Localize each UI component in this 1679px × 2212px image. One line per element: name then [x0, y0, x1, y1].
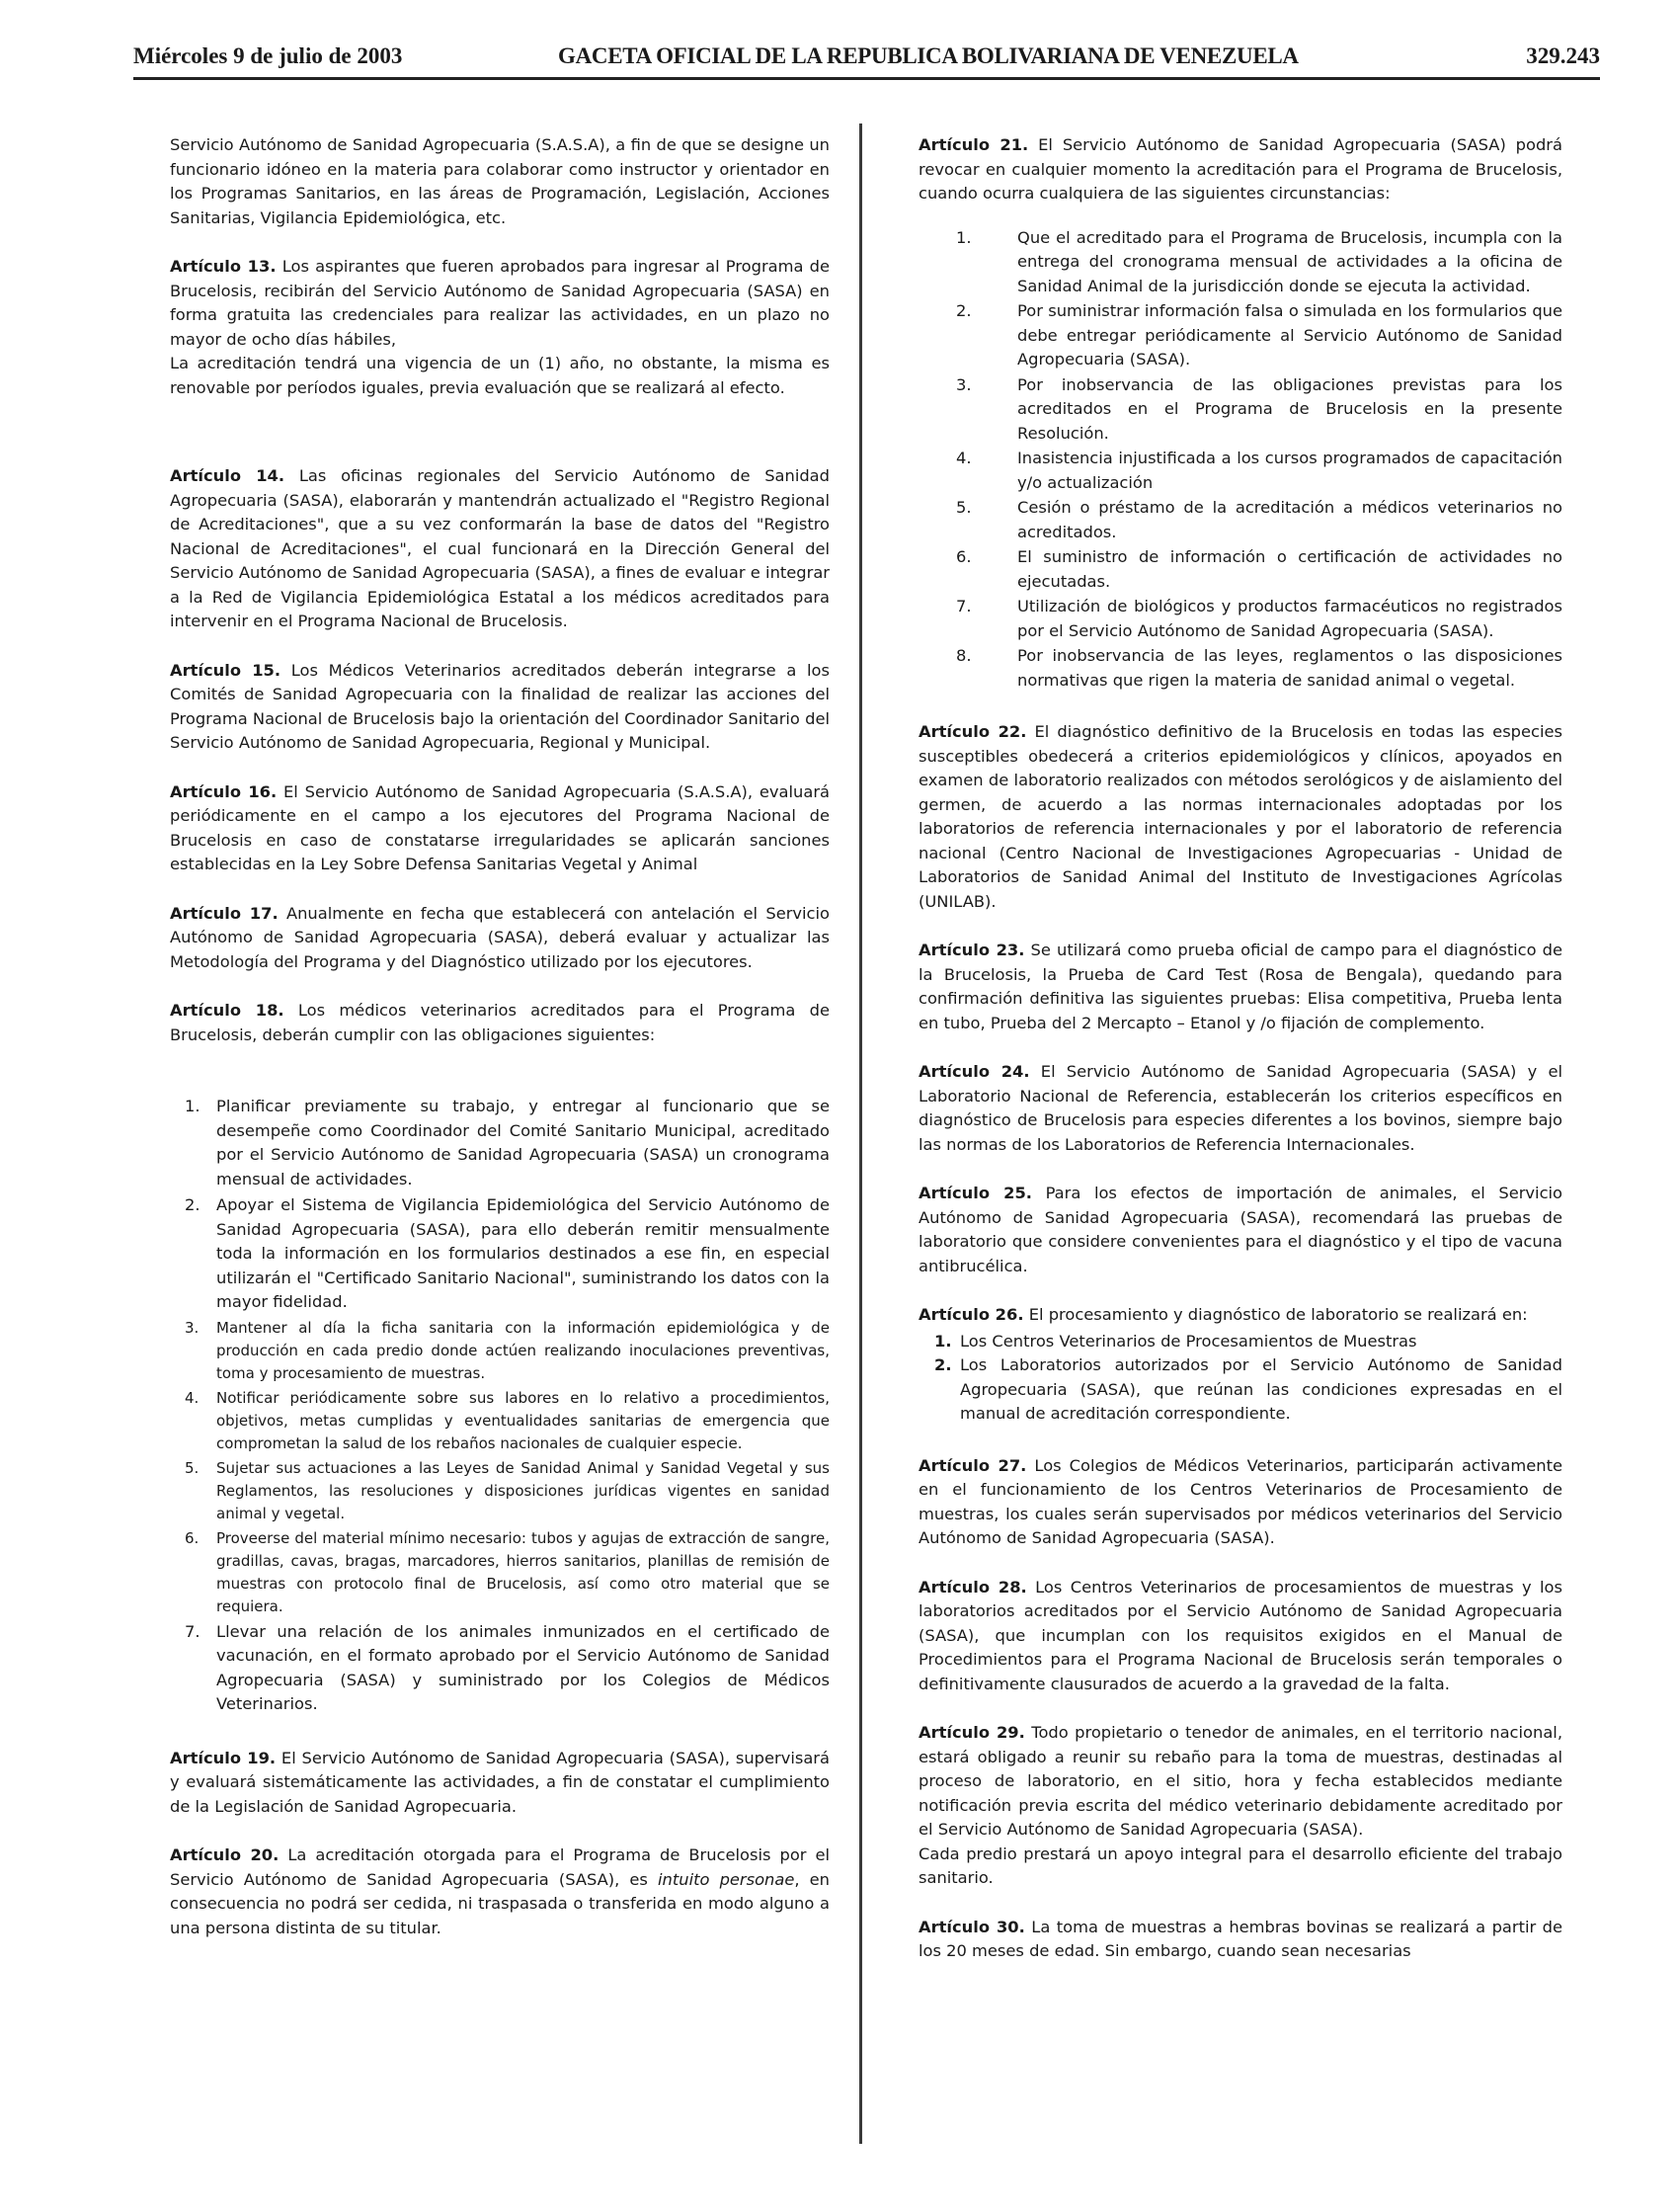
article-21-label: Artículo 21.	[919, 135, 1029, 154]
article-13-label: Artículo 13.	[170, 257, 277, 276]
article-27-text: Los Colegios de Médicos Veterinarios, participarán activamente en el funcionamiento de los Centros Veterinarios de Procesamiento de muestras, los cuales serán supervisados por médicos veterinarios del Servicio Autónomo de Sanidad Agropecuaria (SASA).	[919, 1455, 1562, 1547]
article-23-label: Artículo 23.	[919, 941, 1025, 959]
article-15	[170, 659, 830, 756]
article-20-text-end: , en consecuencia no podrá ser cedida, ni traspasada o transferida en modo alguno a una persona distinta de su titular.	[170, 1869, 831, 1937]
list-item: 1. Planificar previamente su trabajo, y entregar al funcionario que se desempeñe como Coordinador del Comité Sanitario Municipal, acreditado por el Servicio Autónomo de Sanidad Agropecuaria (SASA) un cronograma mensual de actividades.	[185, 1097, 830, 1188]
article-23-text: Se utilizará como prueba oficial de campo para el diagnóstico de la Brucelosis, la Prueba de Card Test (Rosa de Bengala), quedando para confirmación definitiva las siguientes pruebas: Elisa competitiva, Prueba lenta en tubo, Prueba del 2 Mercapto – Etanol y /o fijación de complemento.	[919, 941, 1562, 1032]
article-20-latin-term: intuito personae	[658, 1869, 795, 1889]
article-24-label: Artículo 24.	[919, 1062, 1030, 1081]
article-19	[170, 1747, 830, 1820]
article-28-label: Artículo 28.	[919, 1577, 1027, 1597]
article-22-text: El diagnóstico definitivo de la Brucelosis en todas las especies susceptibles obedecerá a criterios epidemiológicos y clínicos, apoyados en examen de laboratorio realizados con métodos serológicos y de aislamiento del germen, de acuerdo a las normas internacionales adoptadas por los laboratorios de referencia internacionales y por el laboratorio de referencia nacional (Centro Nacional de Investigaciones Agropecuarias - Unidad de Laboratorios de Sanidad Animal del Instituto de Investigaciones Agrícolas (UNILAB).	[919, 722, 1562, 911]
article-21-list	[919, 226, 1562, 694]
list-item: 5. Sujetar sus actuaciones a las Leyes de Sanidad Animal y Sanidad Vegetal y sus Reglamentos, las resoluciones y disposiciones jurídicas vigentes en sanidad animal y vegetal.	[185, 1458, 830, 1522]
list-item: 8. Por inobservancia de las leyes, reglamentos o las disposiciones normativas que rigen la materia de sanidad animal o vegetal.	[956, 646, 1562, 690]
article-13-text-2: La acreditación tendrá una vigencia de un (1) año, no obstante, la misma es renovable por períodos iguales, previa evaluación que se realizará al efecto.	[170, 354, 830, 397]
article-27-label: Artículo 27.	[919, 1455, 1027, 1475]
list-item: 3. Por inobservancia de las obligaciones previstas para los acreditados en el Programa de Brucelosis en la presente Resolución.	[956, 374, 1562, 443]
article-26	[919, 1303, 1562, 1328]
article-21	[919, 133, 1562, 206]
article-18-list	[170, 1095, 830, 1717]
article-20-label: Artículo 20.	[170, 1845, 280, 1864]
article-25-text: Para los efectos de importación de animales, el Servicio Autónomo de Sanidad Agropecuaria (SASA), recomendará las pruebas de laboratorio que considere convenientes para el diagnóstico y el tipo de vacuna antibrucélica.	[919, 1184, 1563, 1275]
article-30-text: La toma de muestras a hembras bovinas se realizará a partir de los 20 meses de edad. Sin embargo, cuando sean necesarias	[919, 1917, 1562, 1960]
article-27	[919, 1454, 1562, 1551]
article-22	[919, 720, 1562, 914]
header-date: Miércoles 9 de julio de 2003	[133, 43, 403, 68]
article-16	[170, 780, 830, 877]
list-item: 7. Llevar una relación de los animales inmunizados en el certificado de vacunación, en el formato aprobado por el Servicio Autónomo de Sanidad Agropecuaria (SASA) y suministrado por los Colegios de Médicos Veterinarios.	[185, 1621, 830, 1713]
article-18-text: Los médicos veterinarios acreditados para el Programa de Brucelosis, deberán cumplir con las obligaciones siguientes:	[170, 1001, 830, 1044]
article-30-label: Artículo 30.	[919, 1917, 1025, 1936]
article-15-text: Los Médicos Veterinarios acreditados deberán integrarse a los Comités de Sanidad Agropecuaria con la finalidad de realizar las acciones del Programa Nacional de Brucelosis bajo la orientación del Coordinador Sanitario del Servicio Autónomo de Sanidad Agropecuaria, Regional y Municipal.	[170, 660, 830, 752]
article-21-text: El Servicio Autónomo de Sanidad Agropecuaria (SASA) podrá revocar en cualquier momento la acreditación para el Programa de Brucelosis, cuando ocurra cualquiera de las siguientes circunstancias:	[919, 135, 1562, 203]
article-20	[170, 1843, 830, 1940]
list-item: 7. Utilización de biológicos y productos farmacéuticos no registrados por el Servicio Autónomo de Sanidad Agropecuaria (SASA).	[956, 597, 1562, 640]
article-25	[919, 1182, 1562, 1278]
article-13-text: Los aspirantes que fueren aprobados para ingresar al Programa de Brucelosis, recibirán del Servicio Autónomo de Sanidad Agropecuaria (SASA) en forma gratuita las credenciales para realizar las actividades, en un plazo no mayor de ocho días hábiles,	[170, 257, 830, 349]
article-26-list	[919, 1330, 1562, 1427]
article-17	[170, 902, 830, 975]
article-17-text: Anualmente en fecha que establecerá con antelación el Servicio Autónomo de Sanidad Agropecuaria (SASA), deberá evaluar y actualizar las Metodología del Programa y del Diagnóstico utilizado por los ejecutores.	[170, 903, 830, 971]
article-14-label: Artículo 14.	[170, 466, 285, 485]
list-item: 5. Cesión o préstamo de la acreditación a médicos veterinarios no acreditados.	[956, 498, 1562, 541]
article-26-label: Artículo 26.	[919, 1305, 1024, 1324]
article-23	[919, 939, 1562, 1035]
article-13	[170, 255, 830, 400]
intro-paragraph: Servicio Autónomo de Sanidad Agropecuaria (S.A.S.A), a fin de que se designe un funcionario idóneo en la materia para colaborar como instructor y orientador en los Programas Sanitarios, en las áreas de Programación, Legislación, Acciones Sanitarias, Vigilancia Epidemiológica, etc.	[170, 135, 830, 227]
article-29-label: Artículo 29.	[919, 1723, 1025, 1742]
list-item: 4. Notificar periódicamente sobre sus labores en lo relativo a procedimientos, objetivos, metas cumplidas y eventualidades sanitarias de emergencia que comprometan la salud de los rebaños nacionales de cualquier especie.	[185, 1388, 830, 1452]
left-column	[170, 133, 830, 1965]
article-24-text: El Servicio Autónomo de Sanidad Agropecuaria (SASA) y el Laboratorio Nacional de Referencia, establecerán los criterios específicos en diagnóstico de Brucelosis para especies diferentes a los bovinos, siempre bajo las normas de los Laboratorios de Referencia Internacionales.	[919, 1062, 1562, 1154]
article-29-text-2: Cada predio prestará un apoyo integral para el desarrollo eficiente del trabajo sanitario.	[919, 1843, 1562, 1887]
article-15-label: Artículo 15.	[170, 660, 281, 680]
article-17-label: Artículo 17.	[170, 903, 279, 923]
article-18	[170, 999, 830, 1047]
article-20-text: La acreditación otorgada para el Programa de Brucelosis por el Servicio Autónomo de Sanidad Agropecuaria (SASA), es	[170, 1845, 830, 1889]
article-18-label: Artículo 18.	[170, 1001, 284, 1020]
list-item: 6. El suministro de información o certificación de actividades no ejecutadas.	[956, 547, 1562, 591]
article-24	[919, 1060, 1562, 1157]
header-title: GACETA OFICIAL DE LA REPUBLICA BOLIVARIANA DE VENEZUELA	[558, 43, 1299, 68]
article-16-label: Artículo 16.	[170, 781, 278, 801]
list-item: 1. Que el acreditado para el Programa de Brucelosis, incumpla con la entrega del cronograma mensual de actividades a la oficina de Sanidad Animal de la jurisdicción donde se ejecuta la actividad.	[956, 227, 1562, 295]
article-16-text: El Servicio Autónomo de Sanidad Agropecuaria (S.A.S.A), evaluará periódicamente en el campo a los ejecutores del Programa Nacional de Brucelosis en caso de constatarse irregularidades se aplicarán sanciones establecidas en la Ley Sobre Defensa Sanitarias Vegetal y Animal	[170, 781, 830, 873]
article-29	[919, 1721, 1562, 1891]
article-28	[919, 1576, 1562, 1697]
list-item: 2. Los Laboratorios autorizados por el Servicio Autónomo de Sanidad Agropecuaria (SASA), que reúnan las condiciones expresadas en el manual de acreditación correspondiente.	[934, 1355, 1562, 1423]
column-divider	[859, 123, 862, 2144]
article-28-text: Los Centros Veterinarios de procesamientos de muestras y los laboratorios acreditados por el Servicio Autónomo de Sanidad Agropecuaria (SASA), que incumplan con los requisitos exigidos en el Manual de Procedimientos para el Programa Nacional de Brucelosis serán temporales o definitivamente clausurados de acuerdo a la gravedad de la falta.	[919, 1577, 1562, 1693]
article-29-text: Todo propietario o tenedor de animales, en el territorio nacional, estará obligado a reunir su rebaño para la toma de muestras, destinadas al proceso de laboratorio, en el sitio, hora y fecha establecidos mediante notificación previa escrita del médico veterinario debidamente acreditado por el Servicio Autónomo de Sanidad Agropecuaria (SASA).	[919, 1723, 1562, 1839]
list-item: 6. Proveerse del material mínimo necesario: tubos y agujas de extracción de sangre, gradillas, cavas, bragas, marcadores, hierros sanitarios, planillas de remisión de muestras con protocolo final de Brucelosis, así como otro material que se requiera.	[185, 1528, 830, 1615]
page-header	[133, 40, 1600, 80]
list-item: 4. Inasistencia injustificada a los cursos programados de capacitación y/o actualización	[956, 449, 1562, 492]
article-22-label: Artículo 22.	[919, 722, 1027, 741]
article-19-label: Artículo 19.	[170, 1748, 277, 1767]
article-14-text: Las oficinas regionales del Servicio Autónomo de Sanidad Agropecuaria (SASA), elaborarán y mantendrán actualizado el "Registro Regional de Acreditaciones", que a su vez conformarán la base de datos del "Registro Nacional de Acreditaciones", el cual funcionará en la Dirección General del Servicio Autónomo de Sanidad Agropecuaria (SASA), a fines de evaluar e integrar a la Red de Vigilancia Epidemiológica Estatal a los médicos acreditados para intervenir en el Programa Nacional de Brucelosis.	[170, 466, 830, 630]
article-14	[170, 464, 830, 634]
list-item: 3. Mantener al día la ficha sanitaria con la información epidemiológica y de producción en cada predio donde actúen realizando inoculaciones preventivas, toma y procesamiento de muestras.	[185, 1318, 830, 1382]
article-25-label: Artículo 25.	[919, 1184, 1032, 1202]
list-item: 1. Los Centros Veterinarios de Procesamientos de Muestras	[934, 1331, 1417, 1351]
list-item: 2. Por suministrar información falsa o simulada en los formularios que debe entregar periódicamente al Servicio Autónomo de Sanidad Agropecuaria (SASA).	[956, 301, 1562, 369]
article-19-text: El Servicio Autónomo de Sanidad Agropecuaria (SASA), supervisará y evaluará sistemáticamente las actividades, a fin de constatar el cumplimiento de la Legislación de Sanidad Agropecuaria.	[170, 1748, 830, 1816]
header-page-number: 329.243	[1526, 43, 1600, 68]
article-26-text: El procesamiento y diagnóstico de laboratorio se realizará en:	[1028, 1305, 1528, 1324]
article-30	[919, 1916, 1562, 1964]
list-item: 2. Apoyar el Sistema de Vigilancia Epidemiológica del Servicio Autónomo de Sanidad Agropecuaria (SASA), para ello deberán remitir mensualmente toda la información en los formularios destinados a ese fin, en especial utilizarán el "Certificado Sanitario Nacional", suministrando los datos con la mayor fidelidad.	[185, 1195, 830, 1311]
right-column	[919, 133, 1562, 1989]
